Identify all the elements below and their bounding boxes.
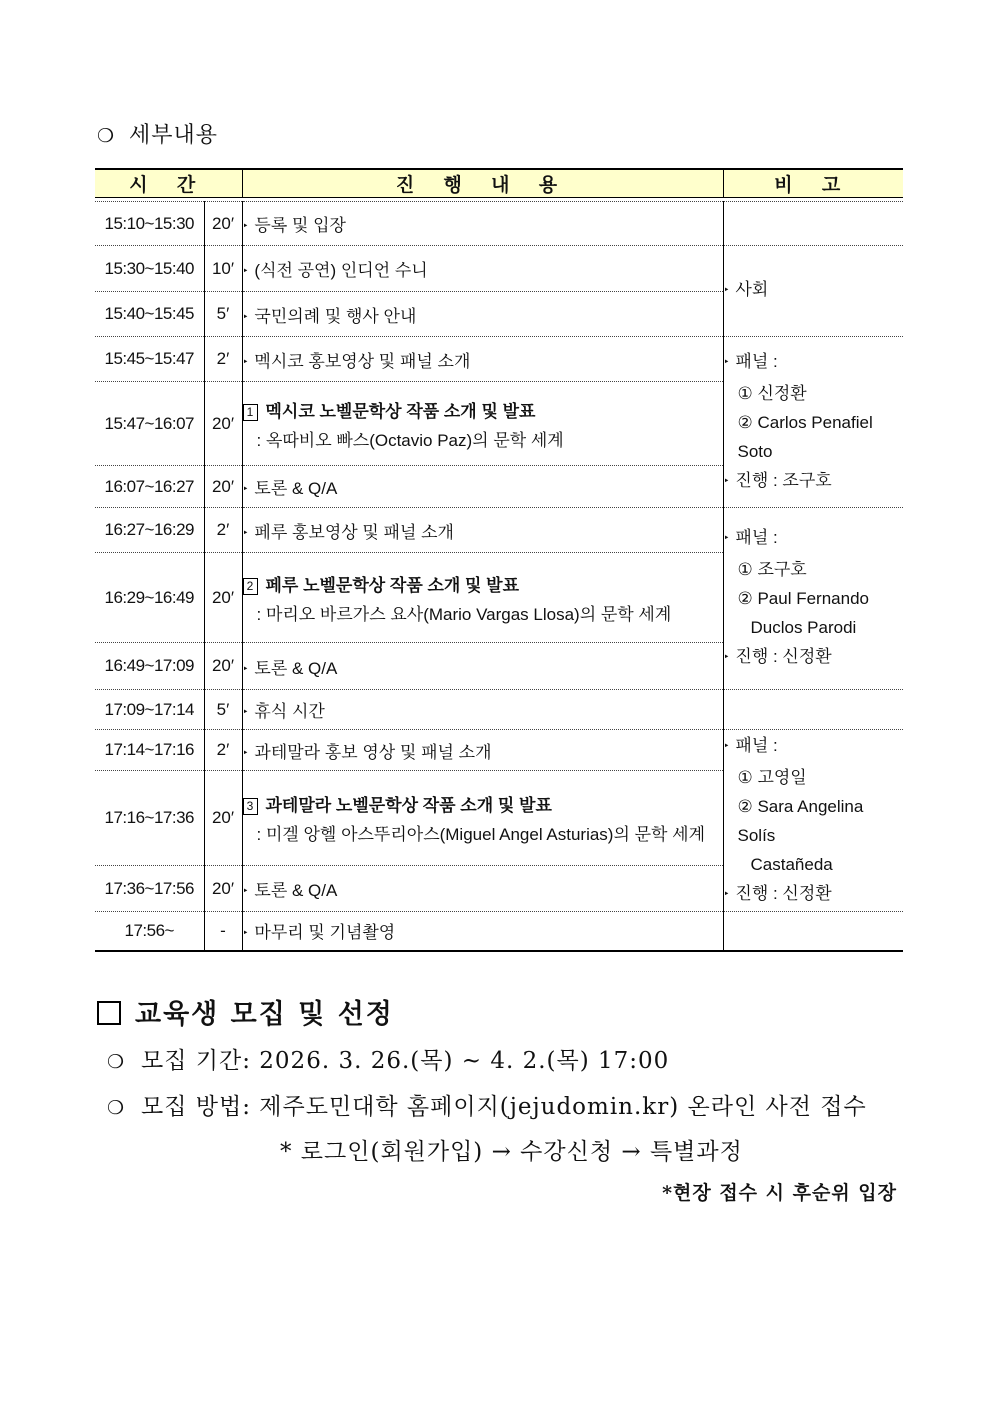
time-cell: 17:36~17:56 [95,866,204,912]
note-text: 패널 : [735,528,778,547]
duration-cell: 20′ [204,466,242,508]
time-cell: 16:29~16:49 [95,553,204,643]
bullet-icon: ‣ [242,928,249,940]
activity-subtitle: : 옥따비오 빠스(Octavio Paz)의 문학 세계 [256,430,564,450]
activity-cell [242,690,723,730]
note-line: ② Sara Angelina Solís [737,796,864,845]
table-row [95,730,903,771]
note-text: 패널 : [735,735,778,755]
time-cell: 15:47~16:07 [95,382,204,466]
activity-cell [242,337,723,382]
note-line: ① 신정환 [737,383,807,403]
note-cell [723,912,903,951]
note-line [724,879,904,911]
time-cell: 17:16~17:36 [95,771,204,866]
duration-cell: 5′ [204,292,242,337]
activity-text: (식전 공연) 인디언 수니 [254,261,428,280]
note-line [724,523,904,555]
activity-title [243,791,723,816]
activity-title [243,571,723,596]
recruit-title: 교육생 모집 및 선정 [135,999,394,1030]
activity-cell [242,643,723,690]
activity-cell [242,553,723,643]
duration-cell: 10′ [204,246,242,292]
note-line: ② Carlos Penafiel Soto [737,412,873,461]
recruit-period [107,1042,669,1075]
table-row [95,202,903,246]
note-text: 진행 : 신정환 [735,883,832,903]
time-cell: 15:30~15:40 [95,246,204,292]
recruit-period-text: 모집 기간: 2026. 3. 26.(목) ~ 4. 2.(목) 17:00 [141,1048,670,1074]
activity-text: 페루 노벨문학상 작품 소개 및 발표 [265,575,520,595]
activity-text: 페루 홍보영상 및 패널 소개 [254,522,454,542]
note-cell-peru [723,508,903,690]
activity-subtitle: : 마리오 바르가스 요사(Mario Vargas Llosa)의 문학 세계 [256,604,672,624]
bullet-icon: ‣ [723,740,730,752]
bullet-icon: ‣ [242,663,249,675]
activity-text: 휴식 시간 [254,702,325,721]
note-line: Duclos Parodi [750,618,857,637]
note-text: 패널 : [735,351,778,371]
header-note: 비 고 [723,169,903,198]
bullet-icon: ‣ [723,533,730,544]
recruit-method-text: 모집 방법: 제주도민대학 홈페이지(jejudomin.kr) 온라인 사전 접수 [141,1094,867,1120]
duration-cell: 2′ [204,508,242,553]
activity-cell [242,382,723,466]
time-cell: 17:56~ [95,912,204,951]
note-cell [723,690,903,730]
duration-cell: 20′ [204,866,242,912]
time-cell: 15:40~15:45 [95,292,204,337]
activity-cell [242,466,723,508]
section-title-text: 세부내용 [129,123,219,148]
activity-cell [242,202,723,246]
bullet-icon: ‣ [242,311,249,323]
header-time: 시 간 [95,169,242,198]
schedule-table [95,168,903,952]
activity-cell [242,866,723,912]
activity-text: 과테말라 홍보 영상 및 패널 소개 [254,742,492,762]
checkbox-square-icon [97,1001,121,1025]
bullet-icon: ‣ [723,356,730,368]
note-line: ① 조구호 [737,560,807,579]
time-cell: 17:14~17:16 [95,730,204,771]
duration-cell: 20′ [204,553,242,643]
header-content: 진 행 내 용 [242,169,723,198]
bullet-icon: ‣ [242,886,249,897]
activity-subtitle: : 미겔 앙헬 아스뚜리아스(Miguel Angel Asturias)의 문학 세계 [256,825,706,844]
activity-text: 멕시코 홍보영상 및 패널 소개 [254,351,471,371]
note-text: 진행 : 신정환 [735,647,832,666]
activity-cell [242,246,723,292]
activity-cell [242,771,723,866]
bullet-icon: ‣ [242,221,249,232]
duration-cell: 20′ [204,771,242,866]
section-title [97,118,218,149]
circle-marker-icon: ❍ [107,1051,126,1073]
bullet-icon: ‣ [723,652,730,663]
note-line [724,731,904,763]
bullet-icon: ‣ [242,484,249,495]
duration-cell: 2′ [204,730,242,771]
note-text: 진행 : 조구호 [735,470,832,490]
time-cell: 16:07~16:27 [95,466,204,508]
number-box: 3 [243,798,258,815]
duration-cell: 20′ [204,382,242,466]
table-row [95,246,903,292]
number-box: 1 [243,404,258,421]
time-cell: 16:27~16:29 [95,508,204,553]
duration-cell: 20′ [204,202,242,246]
note-line [724,642,904,674]
note-cell-mexico [723,337,903,508]
time-cell: 15:10~15:30 [95,202,204,246]
activity-cell [242,912,723,951]
note-line: Castañeda [750,854,833,874]
circle-marker-icon: ❍ [107,1097,126,1119]
bullet-icon: ‣ [723,888,730,900]
activity-cell [242,508,723,553]
activity-title [243,397,723,422]
duration-cell: - [204,912,242,951]
bullet-icon: ‣ [723,285,730,296]
note-cell-host [723,246,903,337]
duration-cell: 2′ [204,337,242,382]
activity-cell [242,292,723,337]
bullet-icon: ‣ [242,356,249,368]
activity-text: 토론 & Q/A [254,479,338,498]
time-cell: 17:09~17:14 [95,690,204,730]
activity-text: 멕시코 노벨문학상 작품 소개 및 발표 [265,401,536,421]
bullet-icon: ‣ [242,707,249,718]
note-line: ② Paul Fernando [737,589,869,608]
time-cell: 16:49~17:09 [95,643,204,690]
note-line: ① 고영일 [737,767,807,787]
note-line [724,347,904,379]
table-row [95,508,903,553]
bullet-icon: ‣ [242,527,249,539]
note-line [724,466,904,498]
recruit-footnote: *현장 접수 시 후순위 입장 [662,1182,897,1204]
recruit-steps: * 로그인(회원가입) → 수강신청 → 특별과정 [280,1139,743,1165]
note-cell-guatemala [723,730,903,912]
activity-text: 마무리 및 기념촬영 [254,923,396,943]
activity-cell [242,730,723,771]
number-box: 2 [243,578,258,595]
circle-marker-icon: ❍ [97,125,116,147]
table-row [95,690,903,730]
duration-cell: 5′ [204,690,242,730]
activity-text: 등록 및 입장 [254,216,346,235]
bullet-icon: ‣ [242,266,249,277]
activity-text: 토론 & Q/A [254,881,338,900]
activity-text: 국민의례 및 행사 안내 [254,306,417,326]
time-cell: 15:45~15:47 [95,337,204,382]
bullet-icon: ‣ [242,747,249,759]
recruit-method [107,1088,867,1121]
table-row [95,912,903,951]
note-cell [723,202,903,246]
recruit-heading [97,992,394,1031]
table-row [95,337,903,382]
activity-text: 과테말라 노벨문학상 작품 소개 및 발표 [265,796,552,815]
note-text: 사회 [735,280,769,299]
activity-text: 토론 & Q/A [254,658,338,678]
bullet-icon: ‣ [723,475,730,487]
duration-cell: 20′ [204,643,242,690]
